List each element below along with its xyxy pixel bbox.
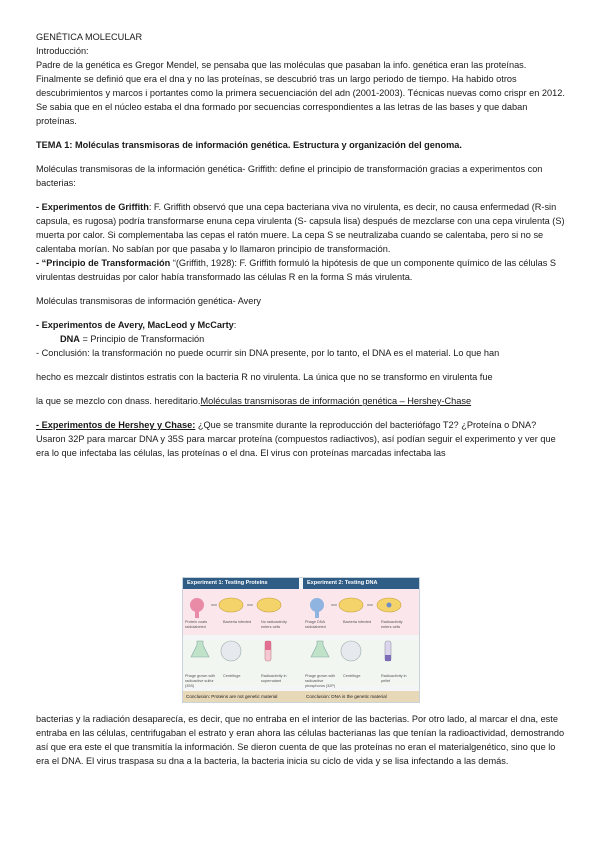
exp2-top-art <box>310 598 401 618</box>
griffith-intro: Moléculas transmisoras de la información genética- Griffith: define el principio de transformación gracias a experimentos con bacterias: <box>36 164 543 188</box>
after-figure-paragraph: bacterias y la radiación desaparecía, es decir, que no entraba en el interior de las bacterias. Por otro lado, al marcar el dna, este entraba en las células, centrifugaban el estrato y eran ahora las células bacterianas las que tenían la radioactividad, demostrando así que era este el que transmitía la información. Se dieron cuenta de que las proteínas no eran el materialgenético, sino que lo era el DNA. El virus traspasa su dna a la bacteria, la bacteria inicia su ciclo de vida y se lisa infectando a las demás. <box>36 714 565 766</box>
avery-heading <box>36 318 566 332</box>
intro-paragraph-2: Se sabia que en el núcleo estaba el dna formado por secuencias correspondientes a las letras de las bases y que daban proteínas. <box>36 102 528 126</box>
fig-label-9: Radioactivity in supernatant <box>261 674 287 683</box>
hershey-label: - Experimentos de Hershey y Chase: <box>36 420 196 430</box>
exp1-bottom-art <box>191 641 271 661</box>
fig-label-8: Centrifuge <box>223 674 241 678</box>
dna-text: = Principio de Transformación <box>79 334 205 344</box>
griffith-text: : F. Griffith observó que una cepa bacteriana viva no virulenta, es decir, no causa enfermedad (R-sin capsula, es rugosa) podría transformarse enuna cepa virulenta (S- capsula lisa) después de mezclarse con una cepa virulenta (S) muerta por calor. Si complementaba las cepas el ratón muere. La cepa S se neutralizaba cuando se calentaba, pero si no se calentaba morían. No sabían por que pasaba y lo llamaron principio de transformación. <box>36 202 565 254</box>
intro-heading: Introducción: <box>36 46 89 56</box>
tema1-heading: TEMA 1: Moléculas transmisoras de información genética. Estructura y organización del genoma. <box>36 140 462 150</box>
avery-intro: Moléculas transmisoras de información genética- Avery <box>36 296 262 306</box>
document-body <box>36 30 566 460</box>
usaron-paragraph: Usaron 32P para marcar DNA y 35S para marcar proteína (compuestos radiactivos), así podían seguir el experimento y ver que era lo que infectaba las células, las proteínas o el dna. El virus con proteínas marcadas infectaba las <box>36 434 556 458</box>
hershey-chase-figure <box>182 577 420 703</box>
exp1-top-art <box>190 598 281 618</box>
griffith-paragraph <box>36 200 566 256</box>
fig-label-3: No radioactivity enters cells <box>261 620 287 629</box>
exp2-header: Experiment 2: Testing DNA <box>303 578 419 589</box>
fig-label-7: Phage grown with radioactive sulfur (35S) <box>185 674 216 688</box>
caption-exp2: Conclusion: DNA is the genetic material <box>306 694 387 699</box>
intro-paragraph-1: Padre de la genética es Gregor Mendel, se pensaba que las moléculas que pasaban la info. genética eran las proteínas. Finalmente se definió que era el dna y no las proteínas, se descubrió tras un largo periodo de tiempo. Ha habido otros descubrimientos y marcos i portantes como la primera secuenciación del adn (2001-2003). Técnicas nuevas como crispr en 2012. <box>36 60 565 98</box>
fig-label-6: Radioactivity enters cells <box>381 620 403 629</box>
griffith-label: - Experimentos de Griffith <box>36 202 149 212</box>
document-continuation <box>36 712 566 768</box>
hershey-paragraph <box>36 418 566 432</box>
fig-label-4: Phage DNA radiolabeled <box>305 620 326 629</box>
principio-label: - “Principio de Transformación <box>36 258 171 268</box>
principio-paragraph <box>36 256 566 284</box>
figure-captions <box>183 691 419 702</box>
mezclo-text: la que se mezclo con dnass. hereditario. <box>36 396 201 406</box>
fig-label-12: Radioactivity in pellet <box>381 674 407 683</box>
fig-label-10: Phage grown with radioactive phosphorus (32P) <box>305 674 336 688</box>
hershey-question: ¿Que se transmite durante la reproducción del bacteriófago T2? ¿Proteína o DNA? <box>195 420 537 430</box>
exp2-bottom-art <box>311 641 391 661</box>
avery-label: - Experimentos de Avery, MacLeod y McCarty <box>36 320 234 330</box>
avery-colon: : <box>233 320 237 330</box>
dna-label: DNA <box>60 334 80 344</box>
caption-exp1: Conclusion: Proteins are not genetic material <box>186 694 278 699</box>
fig-label-5: Bacteria infected <box>343 620 372 624</box>
hershey-link[interactable]: Moléculas transmisoras de información genética – Hershey-Chase <box>200 396 472 406</box>
exp1-header: Experiment 1: Testing Proteins <box>183 578 299 589</box>
principio-text: “(Griffith, 1928): F. Griffith formuló la hipótesis de que un componente químico de las células S virulentas destruidas por calor había transformado las células R en la forma S más virulenta. <box>36 258 556 282</box>
doc-title: GENÉTICA MOLECULAR <box>36 32 143 42</box>
fig-label-11: Centrifuge <box>343 674 361 678</box>
fig-label-1: Protein coats radiolabeled <box>185 620 208 629</box>
conclusion-line: - Conclusión: la transformación no puede ocurrir sin DNA presente, por lo tanto, el DNA es el material. Lo que han <box>36 348 500 358</box>
mezclo-line <box>36 394 566 408</box>
dna-line <box>36 332 566 346</box>
hecho-line: hecho es mezcalr distintos estratis con la bacteria R no virulenta. La única que no se transformo en virulenta fue <box>36 372 493 382</box>
fig-label-2: Bacteria infected <box>223 620 252 624</box>
